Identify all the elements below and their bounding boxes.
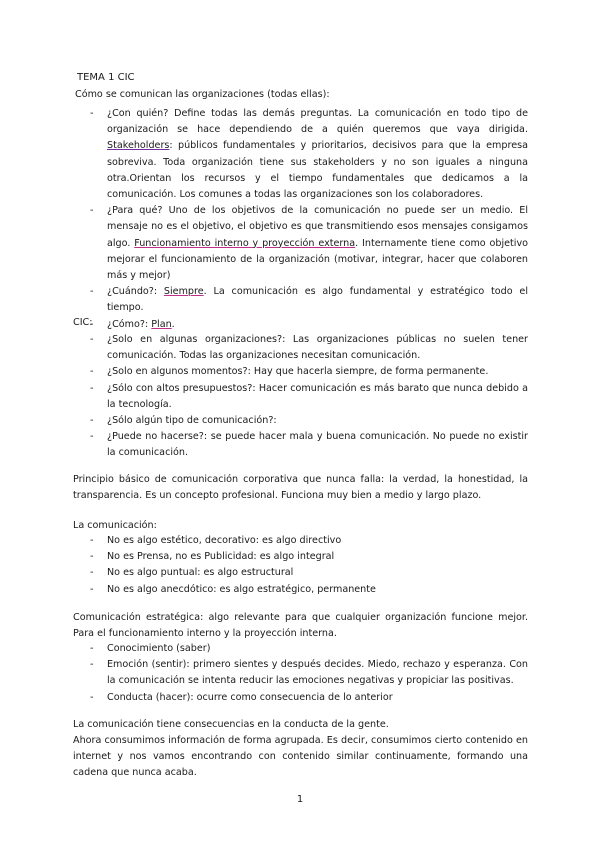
list-item: - ¿Puede no hacerse?: se puede hacer mala y buena comunicación. No puede no existir la comunicación. [90, 429, 528, 461]
list-item: - Conducta (hacer): ocurre como consecuencia de lo anterior [90, 690, 528, 706]
final-line-1: La comunicación tiene consecuencias en la conducta de la gente. [73, 719, 389, 730]
list-item: - No es algo estético, decorativo: es algo directivo [90, 533, 528, 549]
list-item-como: - ¿Cómo?: Plan. [90, 317, 528, 333]
siempre-term: Siempre [163, 286, 204, 298]
page-number: 1 [296, 794, 304, 805]
list-item: - ¿Sólo con altos presupuestos?: Hacer comunicación es más barato que nunca debido a la tecnología. [90, 381, 528, 413]
list-item: - No es algo anecdótico: es algo estratégico, permanente [90, 582, 528, 598]
list-item: - ¿Solo en algunas organizaciones?: Las organizaciones públicas no suelen tener comunicación. Todas las organizaciones necesitan comunicación. [90, 332, 528, 364]
cic-heading: CIC: [73, 317, 93, 328]
plan-term: Plan [151, 318, 172, 330]
list-item-para-que: - ¿Para qué? Uno de los objetivos de la comunicación no puede ser un medio. El mensaje no es el objetivo, el objetivo es que transmitiendo esos mensajes consigamos algo. Funcionamiento interno y proyección externa. Internamente tiene como objetivo mejorar el funcionamiento de la organización (motivar, integrar, hacer que colaboren más y mejor) [90, 203, 528, 284]
list-item: - Conocimiento (saber) [90, 641, 528, 657]
questions-list [90, 106, 528, 333]
list-item-cuando: - ¿Cuándo?: Siempre. La comunicación es algo fundamental y estratégico todo el tiempo. [90, 284, 528, 316]
cic-list [90, 332, 528, 462]
estrategica-paragraph: Comunicación estratégica: algo relevante para que cualquier organización funcione mejor. Para el funcionamiento interno y la proyección interna. [73, 612, 528, 640]
list-item: - No es Prensa, no es Publicidad: es algo integral [90, 549, 528, 565]
list-item: - ¿Solo en algunos momentos?: Hay que hacerla siempre, de forma permanente. [90, 364, 528, 380]
intro-line: Cómo se comunican las organizaciones (todas ellas): [75, 89, 330, 100]
final-paragraph: Ahora consumimos información de forma agrupada. Es decir, consumimos cierto contenido en internet y nos vamos encontrando con contenido similar continuamente, formando una cadena que nunca acaba. [73, 735, 528, 779]
la-comunicacion-list [90, 533, 528, 598]
list-item: - ¿Sólo algún tipo de comunicación?: [90, 413, 528, 429]
list-item: - No es algo puntual: es algo estructural [90, 565, 528, 581]
document-title: TEMA 1 CIC [77, 72, 135, 83]
stakeholders-term: Stakeholders [107, 140, 170, 152]
principio-paragraph: Principio básico de comunicación corporativa que nunca falla: la verdad, la honestidad, la transparencia. Es un concepto profesional. Funciona muy bien a medio y largo plazo. [73, 474, 528, 502]
la-comunicacion-heading: La comunicación: [73, 520, 157, 531]
funcionamiento-term: Funcionamiento interno y proyección externa [134, 237, 356, 249]
list-item: - Emoción (sentir): primero sientes y después decides. Miedo, rechazo y esperanza. Con la comunicación se intenta reducir las emociones negativas y propiciar las positivas. [90, 657, 528, 689]
list-item-con-quien: - ¿Con quién? Define todas las demás preguntas. La comunicación en todo tipo de organización se hace dependiendo de a quién queremos que vaya dirigida. Stakeholders: públicos fundamentales y prioritarios, decisivos para que la empresa sobreviva. Toda organización tiene sus stakeholders y no son iguales a ninguna otra.Orientan los recursos y el tiempo fundamentales que dedicamos a la comunicación. Los comunes a todas las organizaciones son los colaboradores. [90, 106, 528, 203]
estrategica-list [90, 641, 528, 706]
